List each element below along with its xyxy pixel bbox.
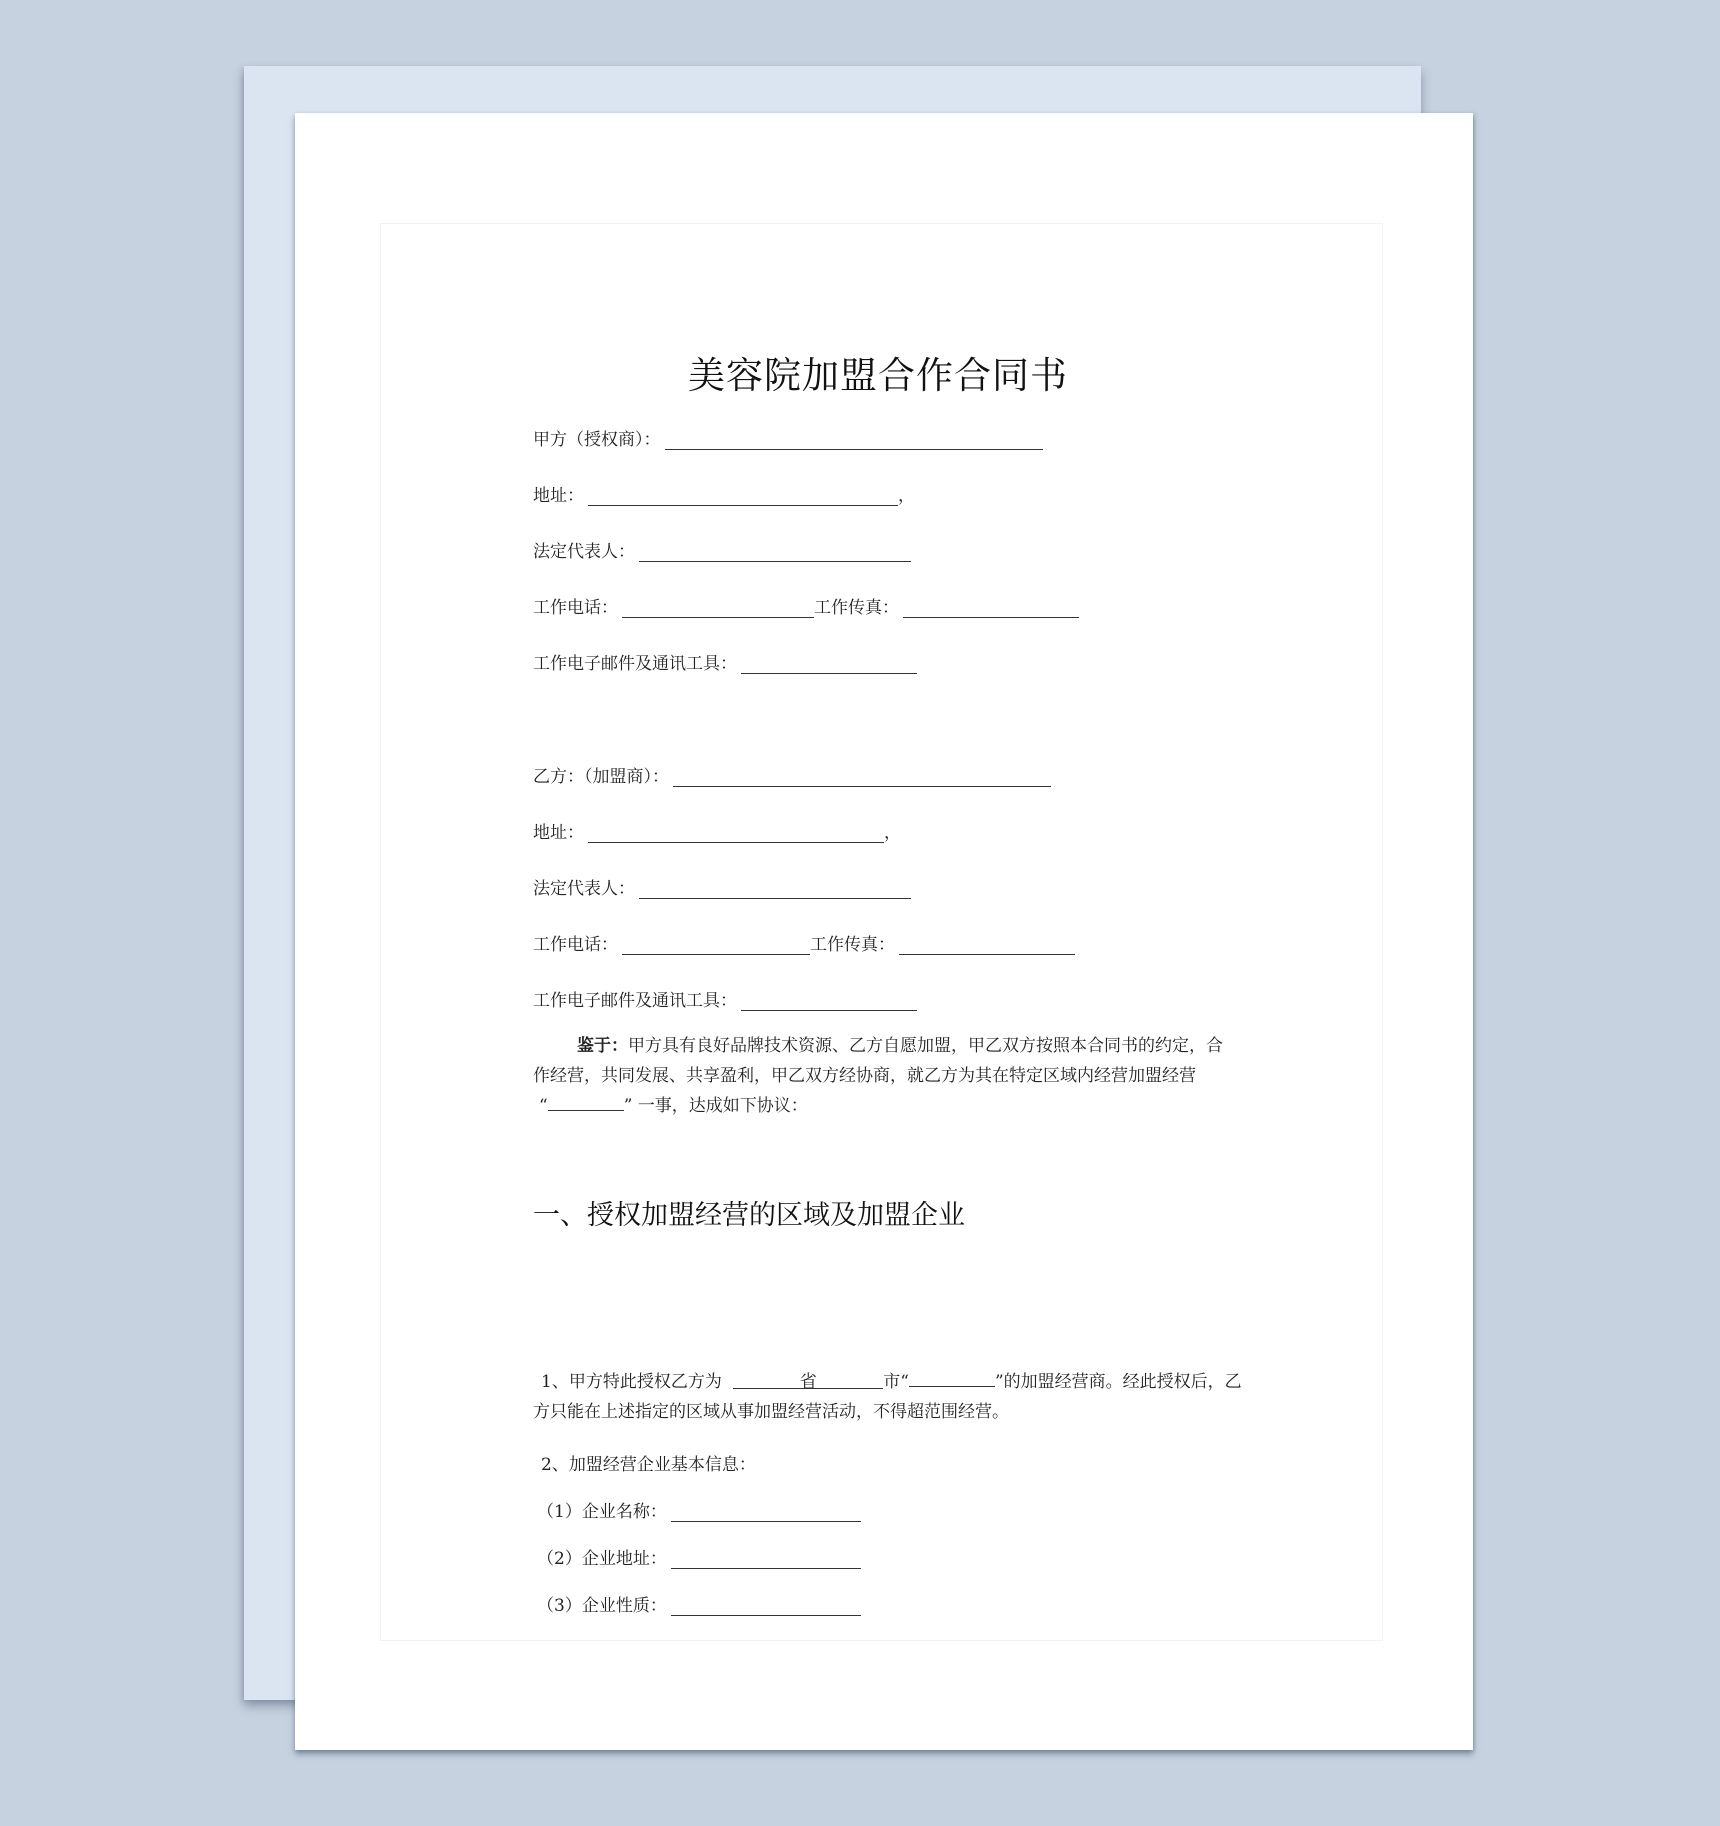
preamble-text-2: 一事，达成如下协议：	[637, 1096, 808, 1116]
party-a-legal-rep-label: 法定代表人：	[533, 542, 635, 562]
party-b-name-label: 乙方：（加盟商）：	[533, 767, 669, 787]
clause-1-quote-close: ”	[994, 1372, 1004, 1392]
party-b-email-label: 工作电子邮件及通讯工具：	[533, 991, 737, 1011]
section-1-heading: 一、授权加盟经营的区域及加盟企业	[533, 1200, 965, 1231]
party-b-address-suffix: ，	[884, 823, 901, 843]
party-a-address-field[interactable]	[588, 490, 898, 506]
party-b-legal-rep-label: 法定代表人：	[533, 879, 635, 899]
front-page-sheet	[295, 113, 1473, 1750]
enterprise-type-field[interactable]	[671, 1600, 861, 1616]
enterprise-name-line	[537, 1497, 861, 1522]
clause-2-line	[541, 1450, 756, 1475]
preamble-quote-close: ”	[623, 1096, 633, 1116]
preamble-text-1: 甲方具有良好品牌技术资源、乙方自愿加盟，甲乙双方按照本合同书的约定，合作经营，共同发展、共享盈利，甲乙双方经协商，就乙方为其在特定区域内经营加盟经营	[533, 1036, 1223, 1086]
enterprise-address-line	[537, 1544, 861, 1569]
party-a-phone-field[interactable]	[622, 602, 814, 618]
clause-1-province-field[interactable]	[733, 1372, 883, 1392]
clause-2-label: 2、加盟经营企业基本信息：	[541, 1455, 756, 1475]
party-b-email-field[interactable]	[741, 995, 917, 1011]
party-a-legal-rep-field[interactable]	[639, 546, 911, 562]
preamble-business-field[interactable]	[548, 1095, 624, 1111]
clause-1-area-field[interactable]	[909, 1371, 995, 1387]
clause-1-city-label: 市	[883, 1372, 901, 1392]
party-a-name-line	[533, 425, 1043, 450]
party-b-phone-field[interactable]	[622, 939, 810, 955]
party-a-email-label: 工作电子邮件及通讯工具：	[533, 654, 737, 674]
party-a-address-label: 地址：	[533, 486, 584, 506]
party-a-fax-field[interactable]	[903, 602, 1079, 618]
enterprise-address-field[interactable]	[671, 1553, 861, 1569]
party-b-fax-field[interactable]	[899, 939, 1075, 955]
clause-1-province-label: 省	[799, 1372, 817, 1392]
party-b-legal-rep-field[interactable]	[639, 883, 911, 899]
party-b-address-line	[533, 818, 901, 843]
party-a-address-suffix: ，	[898, 486, 915, 506]
party-a-address-line	[533, 481, 915, 506]
party-a-name-field[interactable]	[665, 434, 1043, 450]
enterprise-type-label: （3）企业性质：	[537, 1596, 667, 1616]
enterprise-type-line	[537, 1591, 861, 1616]
party-a-legal-rep-line	[533, 537, 911, 562]
party-a-phone-label: 工作电话：	[533, 598, 618, 618]
clause-1-prefix: 1、甲方特此授权乙方为	[541, 1372, 722, 1392]
party-b-legal-rep-line	[533, 874, 911, 899]
preamble-lead: 鉴于：	[577, 1036, 628, 1056]
document-title: 美容院加盟合作合同书	[688, 354, 1068, 397]
party-b-email-line	[533, 986, 917, 1011]
clause-1-paragraph	[533, 1367, 1243, 1427]
party-b-address-field[interactable]	[588, 827, 884, 843]
party-b-phone-label: 工作电话：	[533, 935, 618, 955]
party-a-fax-label: 工作传真：	[814, 598, 899, 618]
party-b-fax-label: 工作传真：	[810, 935, 895, 955]
party-a-contact-line	[533, 593, 1079, 618]
party-a-email-line	[533, 649, 917, 674]
enterprise-name-label: （1）企业名称：	[537, 1502, 667, 1522]
preamble-quote-open: “	[539, 1096, 548, 1116]
preamble-paragraph	[533, 1031, 1233, 1121]
enterprise-address-label: （2）企业地址：	[537, 1549, 667, 1569]
enterprise-name-field[interactable]	[671, 1506, 861, 1522]
party-b-contact-line	[533, 930, 1075, 955]
party-b-address-label: 地址：	[533, 823, 584, 843]
party-b-name-line	[533, 762, 1051, 787]
party-a-email-field[interactable]	[741, 658, 917, 674]
clause-1-quote-open: “	[900, 1372, 909, 1392]
party-a-name-label: 甲方（授权商）：	[533, 430, 661, 450]
clause-1-text: 的加盟经营商。经此授权后，乙方只能在上述指定的区域从事加盟经营活动，不得超范围经营。	[533, 1372, 1242, 1422]
party-b-name-field[interactable]	[673, 771, 1051, 787]
